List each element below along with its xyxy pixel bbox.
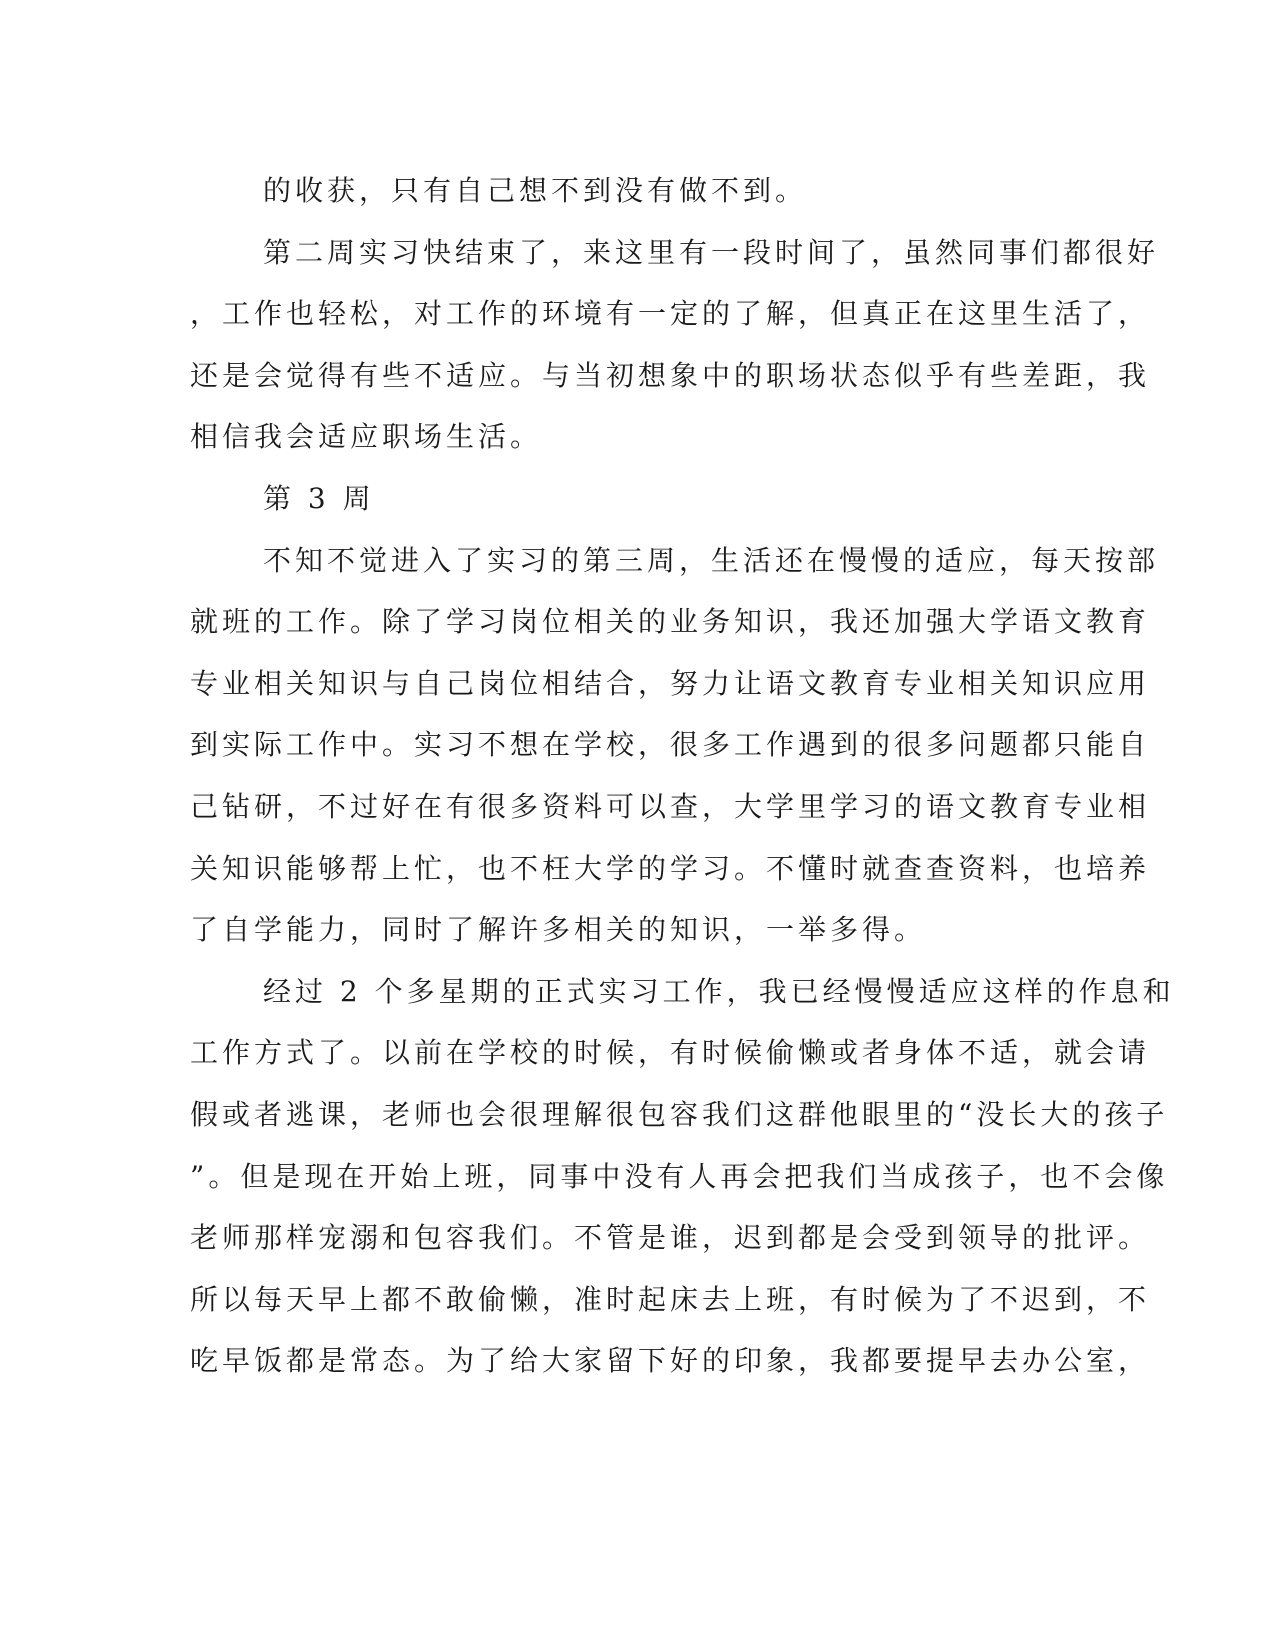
section-heading: 第 3 周: [263, 481, 375, 515]
text-line: 到实际工作中。实习不想在学校，很多工作遇到的很多问题都只能自: [190, 728, 1151, 762]
text-line: 所以每天早上都不敢偷懒，准时起床去上班，有时候为了不迟到，不: [190, 1282, 1151, 1316]
text-line: 不知不觉进入了实习的第三周，生活还在慢慢的适应，每天按部: [263, 543, 1160, 577]
text-line: ”。但是现在开始上班，同事中没有人再会把我们当成孩子，也不会像: [190, 1159, 1169, 1193]
text-line: 经过 2 个多星期的正式实习工作，我已经慢慢适应这样的作息和: [263, 974, 1175, 1008]
text-line: 假或者逃课，老师也会很理解很包容我们这群他眼里的“没长大的孩子: [190, 1097, 1169, 1131]
text-line: 工作方式了。以前在学校的时候，有时候偷懒或者身体不适，就会请: [190, 1036, 1151, 1070]
text-line: 的收获，只有自己想不到没有做不到。: [263, 174, 808, 207]
text-line: 专业相关知识与自己岗位相结合，努力让语文教育专业相关知识应用: [190, 666, 1151, 700]
text-line: 己钻研，不过好在有很多资料可以查，大学里学习的语文教育专业相: [190, 789, 1151, 823]
text-line: 相信我会适应职场生活。: [190, 420, 543, 454]
text-line: 老师那样宠溺和包容我们。不管是谁，迟到都是会受到领导的批评。: [190, 1221, 1151, 1255]
text-line: 第二周实习快结束了，来这里有一段时间了，虽然同事们都很好: [263, 235, 1160, 269]
text-line: 了自学能力，同时了解许多相关的知识，一举多得。: [190, 913, 927, 947]
text-line: 还是会觉得有些不适应。与当初想象中的职场状态似乎有些差距，我: [190, 358, 1151, 392]
document-body: [190, 160, 1175, 1392]
text-line: 就班的工作。除了学习岗位相关的业务知识，我还加强大学语文教育: [190, 605, 1151, 639]
text-line: 吃早饭都是常态。为了给大家留下好的印象，我都要提早去办公室，: [190, 1344, 1151, 1378]
text-line: 关知识能够帮上忙，也不枉大学的学习。不懂时就查查资料，也培养: [190, 851, 1151, 885]
text-line: ，工作也轻松，对工作的环境有一定的了解，但真正在这里生活了，: [190, 297, 1151, 331]
